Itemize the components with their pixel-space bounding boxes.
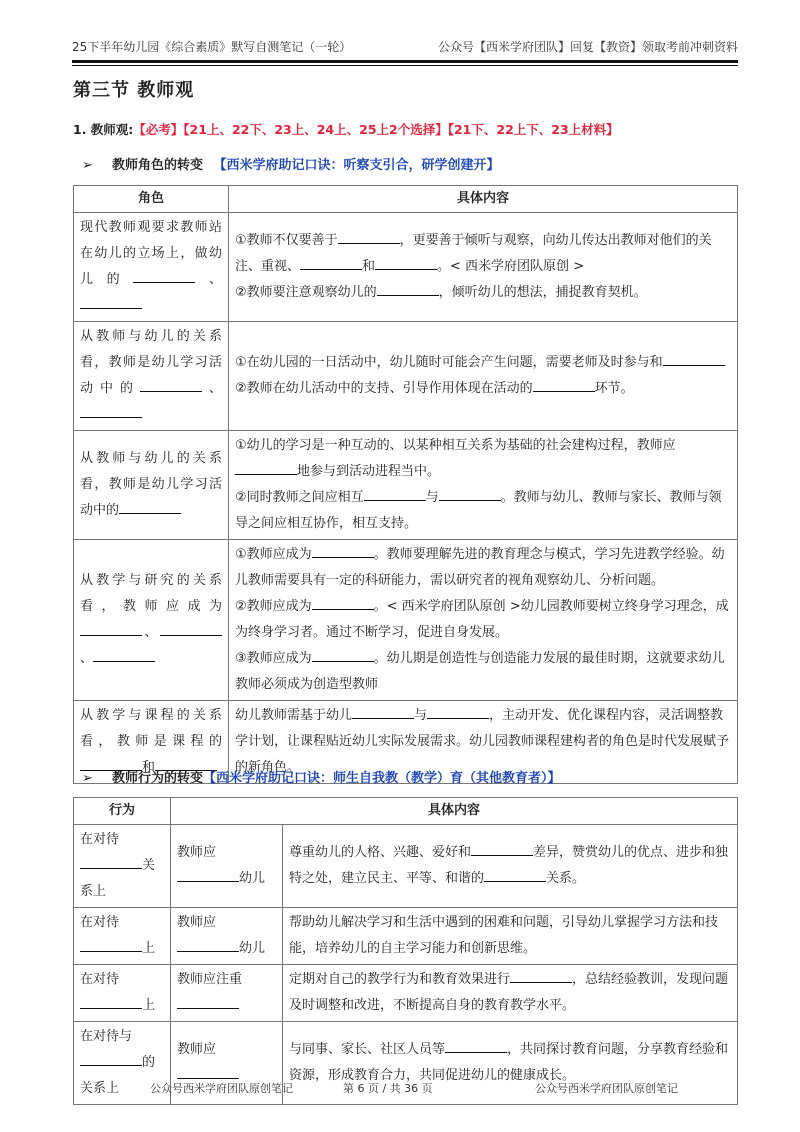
text-segment: 环节。 (594, 381, 634, 396)
action-cell (171, 965, 283, 1022)
text-segment: 教师应注重 (177, 972, 243, 987)
text-segment: 。< 西米学府团队原创 > (437, 259, 585, 274)
fill-in-blank (312, 647, 374, 662)
content-paragraph (235, 542, 731, 594)
text-segment: ，主动开发、优化课程内容，灵活调整教学计划，让课程贴近幼儿实际发展需求。幼儿园教师课程建构者的角色是时代发展赋予的新角色。 (235, 708, 730, 775)
content-paragraph (235, 433, 731, 485)
content-paragraph (235, 280, 731, 306)
text-segment: 在对待 (80, 915, 120, 930)
text-segment: 地参与到活动进程当中。 (297, 464, 441, 479)
text-segment: 从教师与幼儿的关系看，教师是幼儿学习活动中的 (80, 451, 222, 518)
subheading-behavior-change (82, 767, 561, 786)
text-segment: 幼儿教师需基于幼儿 (235, 708, 353, 723)
content-paragraph (289, 967, 731, 1019)
text-segment: 在对待与 (80, 1029, 133, 1044)
text-segment: 。< 西米学府团队原创 >幼儿园教师要树立终身学习理念，成为终身学习者。通过不断学习，促进自身发展。 (235, 599, 729, 640)
action-cell (171, 825, 283, 908)
content-cell (229, 540, 738, 701)
fill-in-blank (364, 486, 426, 501)
header-left: 25下半年幼儿园《综合素质》默写自测笔记（一轮） (72, 40, 352, 54)
text-segment: 从教师与幼儿的关系看，教师是幼儿学习活动中的 (80, 329, 222, 396)
text-segment: 教师应 (177, 915, 217, 930)
role-table (73, 185, 738, 784)
fill-in-blank (439, 486, 501, 501)
exam-tags: 【必考】【21上、22下、23上、24上、25上2个选择】【21下、22上下、23上材料】 (133, 122, 619, 137)
text-segment: 幼儿 (239, 941, 266, 956)
fill-in-blank (375, 255, 437, 270)
content-cell (229, 213, 738, 322)
fill-in-blank (119, 499, 181, 514)
content-paragraph (235, 376, 731, 402)
fill-in-blank (312, 595, 374, 610)
text-segment: 在对待 (80, 832, 120, 847)
footer-left: 公众号西米学府团队原创笔记 (150, 1082, 293, 1095)
table-row (74, 213, 738, 322)
text-segment: ①幼儿的学习是一种互动的、以某种相互关系为基础的社会建构过程，教师应 (235, 438, 676, 453)
fill-in-blank (80, 621, 142, 636)
footer-right: 公众号西米学府团队原创笔记 (535, 1082, 678, 1095)
behavior-cell (74, 965, 171, 1022)
text-segment: 、 (80, 651, 94, 666)
fill-in-blank (510, 968, 572, 983)
text-segment: 教师应 (177, 845, 217, 860)
content-cell (283, 965, 738, 1022)
text-segment: ③教师应成为 (235, 651, 312, 666)
fill-in-blank (445, 1038, 507, 1053)
text-segment: 、 (142, 625, 160, 640)
footer-page-number: 第 6 页 / 共 36 页 (343, 1082, 433, 1095)
content-paragraph (235, 485, 731, 537)
table-row (74, 965, 738, 1022)
text-segment: 在对待 (80, 972, 120, 987)
mnemonic: 【西米学府助记口诀：听察支引合，研学创建开】 (213, 158, 500, 173)
text-segment: 。教师与幼儿、教师与家长、教师与领导之间应相互协作，相互支持。 (235, 490, 722, 531)
text-segment: 现代教师观要求教师站在幼儿的立场上，做幼儿的 (80, 220, 222, 287)
text-segment: ①在幼儿园的一日活动中，幼儿随时可能会产生问题，需要老师及时参与和 (235, 355, 663, 370)
fill-in-blank (80, 403, 142, 418)
fill-in-blank (471, 841, 533, 856)
fill-in-blank (140, 377, 202, 392)
item-heading (73, 120, 619, 138)
header-divider (72, 60, 738, 66)
fill-in-blank (352, 704, 414, 719)
text-segment: ②教师在幼儿活动中的支持、引导作用体现在活动的 (235, 381, 533, 396)
role-cell (74, 213, 229, 322)
text-segment: 关系。 (546, 871, 586, 886)
text-segment: ，共同探讨教育问题，分享教育经验和资源，形成教育合力，共同促进幼儿的健康成长。 (289, 1042, 729, 1083)
fill-in-blank (177, 937, 239, 952)
text-segment: 幼儿 (239, 871, 266, 886)
column-header: 具体内容 (229, 186, 738, 213)
text-segment: 与同事、家长、社区人员等 (289, 1042, 446, 1057)
text-segment: ①教师应成为 (235, 547, 312, 562)
text-segment: 从教学与研究的关系看，教师应成为 (80, 573, 222, 614)
column-header: 行为 (74, 798, 171, 825)
fill-in-blank (427, 704, 489, 719)
fill-in-blank (177, 867, 239, 882)
subheading-text: 教师角色的转变 (112, 158, 204, 173)
table-row (74, 540, 738, 701)
text-segment: 与 (414, 708, 428, 723)
content-paragraph (289, 910, 731, 962)
text-segment: 与 (425, 490, 439, 505)
fill-in-blank (663, 351, 725, 366)
role-cell (74, 431, 229, 540)
content-cell (229, 431, 738, 540)
fill-in-blank (133, 268, 195, 283)
table-row (74, 431, 738, 540)
content-paragraph (289, 840, 731, 892)
fill-in-blank (80, 294, 142, 309)
action-cell (171, 908, 283, 965)
subheading-text: 教师行为的转变 (112, 771, 204, 786)
page-header (72, 38, 738, 55)
fill-in-blank (312, 543, 374, 558)
text-segment: 上 (142, 941, 156, 956)
behavior-cell (74, 908, 171, 965)
arrow-bullet-icon: ➢ (82, 771, 93, 786)
text-segment: ②教师应成为 (235, 599, 312, 614)
column-header: 具体内容 (171, 798, 738, 825)
text-segment: ，倾听幼儿的想法，捕捉教育契机。 (438, 285, 647, 300)
text-segment: 帮助幼儿解决学习和生活中遇到的困难和问题，引导幼儿掌握学习方法和技能，培养幼儿的自主学习能力和创新思维。 (289, 915, 719, 956)
text-segment: 和 (142, 760, 156, 775)
role-cell (74, 322, 229, 431)
text-segment: ①教师不仅要善于 (235, 233, 338, 248)
text-segment: 和 (362, 259, 376, 274)
fill-in-blank (80, 854, 142, 869)
arrow-bullet-icon: ➢ (82, 158, 93, 173)
text-segment: 的关系上 (80, 1055, 156, 1096)
fill-in-blank (300, 255, 362, 270)
fill-in-blank (160, 621, 222, 636)
content-paragraph (235, 594, 731, 646)
column-header: 角色 (74, 186, 229, 213)
fill-in-blank (80, 1051, 142, 1066)
fill-in-blank (93, 647, 155, 662)
fill-in-blank (235, 460, 297, 475)
text-segment: 差异，赞赏幼儿的优点、进步和独特之处，建立民主、平等、和谐的 (289, 845, 729, 886)
text-segment: ，总结经验教训，发现问题及时调整和改进，不断提高自身的教育教学水平。 (289, 972, 729, 1013)
fill-in-blank (338, 229, 400, 244)
section-title: 第三节 教师观 (73, 80, 195, 101)
content-cell (229, 322, 738, 431)
fill-in-blank (177, 994, 239, 1009)
text-segment: 定期对自己的教学行为和教育效果进行 (289, 972, 511, 987)
table-header-row (74, 186, 738, 213)
text-segment: 尊重幼儿的人格、兴趣、爱好和 (289, 845, 472, 860)
text-segment: 。教师要理解先进的教育理念与模式，学习先进教学经验。幼儿教师需要具有一定的科研能力，需以研究者的视角观察幼儿、分析问题。 (235, 547, 725, 588)
content-paragraph (235, 350, 731, 376)
content-cell (283, 825, 738, 908)
text-segment: ②同时教师之间应相互 (235, 490, 364, 505)
subheading-role-change (82, 154, 500, 173)
table-header-row (74, 798, 738, 825)
text-segment: 、 (201, 381, 222, 396)
mnemonic: 【西米学府助记口诀：师生自我教（教学）育（其他教育者）】 (203, 771, 561, 786)
behavior-cell (74, 825, 171, 908)
item-label: 1. 教师观: (73, 122, 134, 137)
fill-in-blank (484, 867, 546, 882)
content-paragraph (235, 228, 731, 280)
text-segment: 上 (142, 998, 156, 1013)
text-segment: 关系上 (80, 858, 156, 899)
content-paragraph (235, 646, 731, 698)
text-segment: 教师应 (177, 1042, 217, 1057)
text-segment: 。幼儿期是创造性与创造能力发展的最佳时期，这就要求幼儿教师必须成为创造型教师 (235, 651, 725, 692)
text-segment: 、 (195, 272, 222, 287)
fill-in-blank (177, 1064, 239, 1079)
text-segment: ，更要善于倾听与观察，向幼儿传达出教师对他们的关注、重视、 (235, 233, 712, 274)
behavior-table (73, 797, 738, 1105)
table-row (74, 825, 738, 908)
text-segment: 从教学与课程的关系看，教师是课程的 (80, 708, 222, 749)
fill-in-blank (80, 994, 142, 1009)
text-segment: ②教师要注意观察幼儿的 (235, 285, 377, 300)
table-row (74, 908, 738, 965)
fill-in-blank (377, 281, 439, 296)
table-row (74, 322, 738, 431)
role-cell (74, 540, 229, 701)
fill-in-blank (80, 937, 142, 952)
content-cell (283, 908, 738, 965)
header-right: 公众号【西米学府团队】回复【教资】领取考前冲刺资料 (437, 40, 738, 54)
fill-in-blank (533, 377, 595, 392)
